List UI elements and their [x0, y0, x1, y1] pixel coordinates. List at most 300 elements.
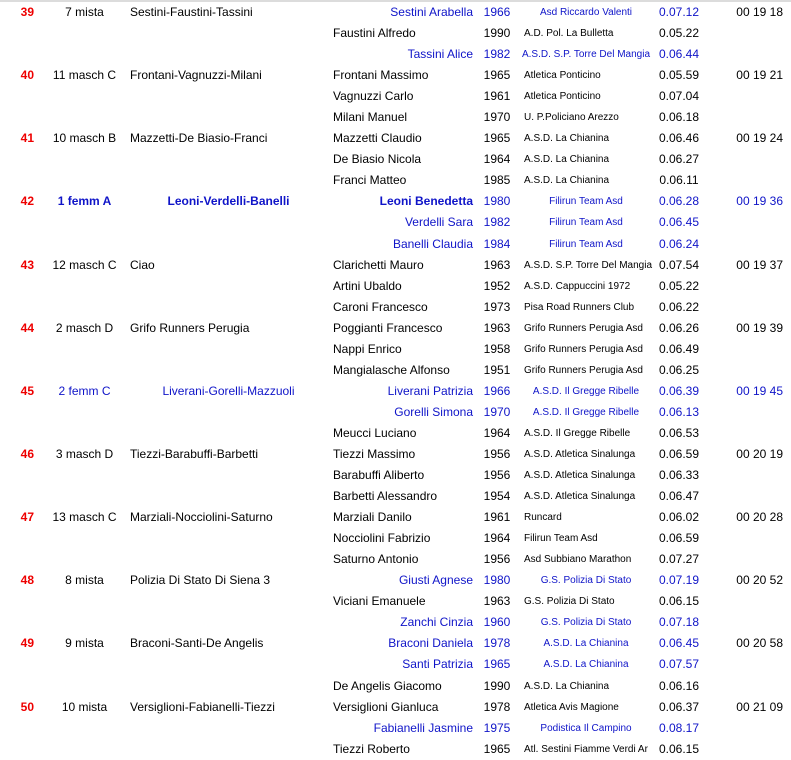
total-time-cell: 00 19 24: [736, 131, 783, 146]
runner-name-cell: Artini Ubaldo: [333, 278, 402, 293]
team-name-cell: [127, 423, 330, 444]
category-cell: 12 masch C: [52, 257, 117, 272]
club-cell: Filirun Team Asd: [549, 217, 623, 229]
total-time-cell: 00 20 58: [736, 636, 783, 651]
runner-name-cell: Nocciolini Fabrizio: [333, 531, 431, 546]
runner-name-cell: Clarichetti Mauro: [333, 257, 424, 272]
category-cell: [42, 423, 127, 444]
runner-row: [0, 212, 791, 233]
birth-year-cell: 1970: [483, 110, 511, 125]
total-time-cell: 00 19 37: [736, 257, 783, 272]
birth-year-cell: 1978: [483, 699, 511, 714]
birth-year-cell: 1982: [483, 215, 511, 230]
birth-year-cell: 1965: [483, 657, 511, 672]
team-name-cell: [127, 234, 330, 255]
runner-name-cell: Zanchi Cinzia: [400, 615, 473, 630]
rank-cell: 50: [20, 699, 34, 714]
runner-name-cell: Sestini Arabella: [390, 5, 473, 19]
club-cell: A.S.D. La Chianina: [524, 133, 610, 145]
total-time-cell: [703, 149, 791, 170]
leg-time-cell: 0.07.27: [658, 552, 700, 567]
runner-row: [0, 402, 791, 423]
total-time-cell: 00 20 28: [736, 510, 783, 525]
category-cell: [42, 486, 127, 507]
club-cell: Grifo Runners Perugia Asd: [524, 343, 643, 355]
club-cell: A.S.D. Atletica Sinalunga: [524, 491, 636, 503]
category-cell: [42, 528, 127, 549]
total-time-cell: [703, 718, 791, 739]
club-cell: Podistica Il Campino: [540, 722, 632, 734]
team-name-cell: [127, 612, 330, 633]
category-cell: 2 masch D: [55, 320, 114, 335]
total-time-cell: [703, 44, 791, 65]
total-time-cell: [703, 276, 791, 297]
team-first-row: [0, 128, 791, 149]
team-first-row: [0, 191, 791, 212]
rank-cell: 45: [20, 383, 34, 398]
runner-name-cell: Mazzetti Claudio: [333, 131, 422, 146]
leg-time-cell: 0.06.37: [658, 699, 700, 714]
runner-row: [0, 170, 791, 191]
team-name-cell: [127, 149, 330, 170]
team-name-cell: [127, 86, 330, 107]
rank-cell: [0, 402, 42, 423]
total-time-cell: 00 20 52: [736, 573, 783, 588]
runner-name-cell: Milani Manuel: [333, 110, 408, 125]
category-cell: 11 masch C: [52, 68, 117, 83]
total-time-cell: 00 19 39: [736, 320, 783, 335]
team-name-cell: [127, 360, 330, 381]
total-time-cell: 00 19 36: [736, 194, 783, 209]
rank-cell: 44: [20, 320, 34, 335]
category-cell: 1 femm A: [57, 194, 112, 209]
runner-name-cell: Faustini Alfredo: [333, 26, 416, 41]
team-name-cell: [127, 276, 330, 297]
club-cell: U. P.Policiano Arezzo: [524, 112, 619, 124]
team-first-row: [0, 697, 791, 718]
leg-time-cell: 0.06.28: [658, 194, 700, 209]
birth-year-cell: 1973: [483, 299, 511, 314]
rank-cell: [0, 339, 42, 360]
team-name-cell: Mazzetti-De Biasio-Franci: [130, 131, 268, 146]
runner-name-cell: Franci Matteo: [333, 173, 407, 188]
category-cell: [42, 739, 127, 760]
birth-year-cell: 1980: [483, 573, 511, 588]
birth-year-cell: 1990: [483, 26, 511, 41]
runner-row: [0, 465, 791, 486]
birth-year-cell: 1964: [483, 425, 511, 440]
leg-time-cell: 0.06.02: [658, 510, 700, 525]
team-first-row: [0, 255, 791, 276]
team-name-cell: Braconi-Santi-De Angelis: [130, 636, 264, 651]
birth-year-cell: 1958: [483, 341, 511, 356]
leg-time-cell: 0.06.45: [658, 215, 700, 230]
team-first-row: [0, 1, 791, 23]
total-time-cell: [703, 654, 791, 675]
leg-time-cell: 0.06.33: [658, 468, 700, 483]
runner-row: [0, 591, 791, 612]
leg-time-cell: 0.06.22: [658, 299, 700, 314]
team-first-row: [0, 381, 791, 402]
birth-year-cell: 1966: [483, 383, 511, 398]
leg-time-cell: 0.06.44: [658, 47, 700, 62]
total-time-cell: 00 19 21: [736, 68, 783, 83]
total-time-cell: 00 21 09: [736, 699, 783, 714]
runner-name-cell: Giusti Agnese: [398, 573, 473, 588]
category-cell: [42, 360, 127, 381]
birth-year-cell: 1965: [483, 131, 511, 146]
rank-cell: 41: [20, 131, 34, 146]
category-cell: [42, 676, 127, 697]
team-name-cell: [127, 528, 330, 549]
team-name-cell: [127, 739, 330, 760]
birth-year-cell: 1985: [483, 173, 511, 188]
results-table-body: [0, 1, 791, 760]
rank-cell: [0, 591, 42, 612]
leg-time-cell: 0.06.59: [658, 446, 700, 461]
rank-cell: 42: [20, 194, 34, 209]
rank-cell: 39: [20, 5, 34, 19]
category-cell: [42, 402, 127, 423]
club-cell: Grifo Runners Perugia Asd: [524, 322, 643, 334]
category-cell: [42, 23, 127, 44]
runner-name-cell: Saturno Antonio: [333, 552, 419, 567]
runner-name-cell: De Angelis Giacomo: [333, 678, 442, 693]
runner-row: [0, 23, 791, 44]
rank-cell: [0, 654, 42, 675]
club-cell: G.S. Polizia Di Stato: [524, 596, 615, 608]
leg-time-cell: 0.06.24: [658, 236, 700, 251]
club-cell: A.S.D. Cappuccini 1972: [524, 280, 631, 292]
rank-cell: [0, 360, 42, 381]
birth-year-cell: 1982: [483, 47, 511, 62]
category-cell: [42, 339, 127, 360]
team-first-row: [0, 507, 791, 528]
runner-row: [0, 528, 791, 549]
runner-name-cell: Marziali Danilo: [333, 510, 412, 525]
team-name-cell: [127, 718, 330, 739]
runner-name-cell: Santi Patrizia: [402, 657, 473, 672]
team-name-cell: [127, 465, 330, 486]
team-first-row: [0, 570, 791, 591]
rank-cell: 40: [20, 68, 34, 83]
runner-name-cell: Braconi Daniela: [388, 636, 473, 651]
total-time-cell: [703, 86, 791, 107]
birth-year-cell: 1954: [483, 489, 511, 504]
leg-time-cell: 0.06.11: [659, 173, 699, 188]
runner-name-cell: Gorelli Simona: [394, 404, 473, 419]
total-time-cell: [703, 423, 791, 444]
team-name-cell: [127, 23, 330, 44]
club-cell: A.D. Pol. La Bulletta: [524, 28, 614, 40]
rank-cell: [0, 676, 42, 697]
club-cell: Atletica Ponticino: [524, 70, 601, 82]
birth-year-cell: 1970: [483, 404, 511, 419]
category-cell: 13 masch C: [52, 510, 117, 525]
runner-name-cell: Meucci Luciano: [333, 425, 417, 440]
rank-cell: [0, 23, 42, 44]
rank-cell: [0, 212, 42, 233]
runner-name-cell: Banelli Claudia: [392, 236, 473, 251]
club-cell: A.S.D. Il Gregge Ribelle: [532, 385, 640, 397]
team-name-cell: Grifo Runners Perugia: [130, 320, 250, 335]
club-cell: Filirun Team Asd: [549, 196, 623, 208]
rank-cell: [0, 86, 42, 107]
club-cell: Atl. Sestini Fiamme Verdi Ar: [524, 743, 648, 755]
leg-time-cell: 0.06.15: [658, 741, 700, 756]
runner-name-cell: Versiglioni Gianluca: [333, 699, 439, 714]
team-name-cell: [127, 212, 330, 233]
birth-year-cell: 1966: [483, 5, 511, 19]
team-first-row: [0, 633, 791, 654]
total-time-cell: [703, 549, 791, 570]
leg-time-cell: 0.05.22: [658, 26, 700, 41]
team-name-cell: [127, 170, 330, 191]
rank-cell: [0, 423, 42, 444]
birth-year-cell: 1965: [483, 68, 511, 83]
club-cell: Grifo Runners Perugia Asd: [524, 364, 643, 376]
category-cell: 8 mista: [65, 573, 104, 588]
runner-name-cell: Tiezzi Massimo: [333, 446, 416, 461]
club-cell: Pisa Road Runners Club: [524, 301, 635, 313]
birth-year-cell: 1963: [483, 320, 511, 335]
leg-time-cell: 0.06.18: [658, 110, 700, 125]
leg-time-cell: 0.06.46: [658, 131, 700, 146]
birth-year-cell: 1961: [483, 89, 511, 104]
birth-year-cell: 1963: [483, 594, 511, 609]
leg-time-cell: 0.07.19: [658, 573, 700, 588]
team-name-cell: [127, 549, 330, 570]
category-cell: [42, 612, 127, 633]
rank-cell: [0, 107, 42, 128]
birth-year-cell: 1956: [483, 552, 511, 567]
category-cell: 9 mista: [65, 636, 104, 651]
total-time-cell: [703, 676, 791, 697]
total-time-cell: [703, 297, 791, 318]
total-time-cell: [703, 107, 791, 128]
team-name-cell: Liverani-Gorelli-Mazzuoli: [162, 383, 295, 398]
category-cell: [42, 297, 127, 318]
birth-year-cell: 1965: [483, 741, 511, 756]
leg-time-cell: 0.06.47: [658, 489, 700, 504]
team-first-row: [0, 444, 791, 465]
team-name-cell: Polizia Di Stato Di Siena 3: [130, 573, 271, 588]
club-cell: Asd Subbiano Marathon: [524, 554, 632, 566]
rank-cell: [0, 486, 42, 507]
team-name-cell: [127, 676, 330, 697]
team-name-cell: Sestini-Faustini-Tassini: [130, 5, 253, 19]
runner-name-cell: Barbetti Alessandro: [333, 489, 438, 504]
rank-cell: [0, 465, 42, 486]
leg-time-cell: 0.06.53: [658, 425, 700, 440]
runner-name-cell: Barabuffi Aliberto: [333, 468, 425, 483]
leg-time-cell: 0.07.57: [658, 657, 700, 672]
club-cell: A.S.D. Il Gregge Ribelle: [532, 406, 640, 418]
leg-time-cell: 0.06.45: [658, 636, 700, 651]
runner-row: [0, 44, 791, 65]
category-cell: [42, 234, 127, 255]
rank-cell: [0, 528, 42, 549]
club-cell: Filirun Team Asd: [524, 533, 598, 545]
birth-year-cell: 1984: [483, 236, 511, 251]
leg-time-cell: 0.05.59: [658, 68, 700, 83]
total-time-cell: [703, 339, 791, 360]
leg-time-cell: 0.06.27: [658, 152, 700, 167]
runner-row: [0, 423, 791, 444]
total-time-cell: [703, 234, 791, 255]
runner-row: [0, 297, 791, 318]
club-cell: A.S.D. La Chianina: [524, 680, 610, 692]
team-name-cell: [127, 486, 330, 507]
rank-cell: [0, 44, 42, 65]
runner-name-cell: Verdelli Sara: [404, 215, 473, 230]
club-cell: Runcard: [524, 512, 562, 524]
birth-year-cell: 1964: [483, 531, 511, 546]
club-cell: A.S.D. La Chianina: [543, 638, 629, 650]
club-cell: A.S.D. La Chianina: [543, 659, 629, 671]
birth-year-cell: 1956: [483, 468, 511, 483]
category-cell: [42, 276, 127, 297]
birth-year-cell: 1980: [483, 194, 511, 209]
runner-row: [0, 612, 791, 633]
runner-name-cell: Liverani Patrizia: [387, 383, 473, 398]
runner-name-cell: Viciani Emanuele: [333, 594, 426, 609]
runner-row: [0, 149, 791, 170]
runner-row: [0, 676, 791, 697]
runner-name-cell: Nappi Enrico: [333, 341, 402, 356]
team-name-cell: Leoni-Verdelli-Banelli: [167, 194, 290, 209]
leg-time-cell: 0.06.13: [658, 404, 700, 419]
rank-cell: [0, 149, 42, 170]
rank-cell: 46: [20, 446, 34, 461]
club-cell: A.S.D. S.P. Torre Del Mangia: [524, 259, 653, 271]
total-time-cell: [703, 528, 791, 549]
runner-row: [0, 654, 791, 675]
rank-cell: [0, 718, 42, 739]
total-time-cell: [703, 612, 791, 633]
runner-name-cell: Vagnuzzi Carlo: [333, 89, 414, 104]
leg-time-cell: 0.06.25: [658, 362, 700, 377]
category-cell: 3 masch D: [55, 446, 114, 461]
team-name-cell: Frontani-Vagnuzzi-Milani: [130, 68, 262, 83]
category-cell: [42, 212, 127, 233]
category-cell: 10 mista: [61, 699, 108, 714]
birth-year-cell: 1952: [483, 278, 511, 293]
runner-row: [0, 86, 791, 107]
rank-cell: [0, 549, 42, 570]
club-cell: Atletica Avis Magione: [524, 701, 619, 713]
total-time-cell: [703, 486, 791, 507]
runner-name-cell: Tassini Alice: [407, 47, 473, 62]
runner-name-cell: Fabianelli Jasmine: [373, 720, 473, 735]
runner-name-cell: Tiezzi Roberto: [333, 741, 410, 756]
rank-cell: [0, 170, 42, 191]
runner-name-cell: De Biasio Nicola: [333, 152, 422, 167]
runner-name-cell: Poggianti Francesco: [333, 320, 443, 335]
rank-cell: 49: [20, 636, 34, 651]
team-name-cell: Ciao: [130, 257, 155, 272]
runner-row: [0, 739, 791, 760]
rank-cell: [0, 612, 42, 633]
rank-cell: 43: [20, 257, 34, 272]
leg-time-cell: 0.06.26: [658, 320, 700, 335]
team-name-cell: [127, 297, 330, 318]
team-name-cell: [127, 339, 330, 360]
team-name-cell: Marziali-Nocciolini-Saturno: [130, 510, 273, 525]
rank-cell: [0, 297, 42, 318]
total-time-cell: 00 19 45: [736, 383, 783, 398]
leg-time-cell: 0.06.49: [658, 341, 700, 356]
birth-year-cell: 1975: [483, 720, 511, 735]
leg-time-cell: 0.07.12: [658, 5, 700, 19]
birth-year-cell: 1990: [483, 678, 511, 693]
birth-year-cell: 1951: [483, 362, 511, 377]
team-name-cell: [127, 44, 330, 65]
team-name-cell: Versiglioni-Fabianelli-Tiezzi: [130, 699, 275, 714]
club-cell: Atletica Ponticino: [524, 91, 601, 103]
team-name-cell: [127, 107, 330, 128]
leg-time-cell: 0.07.18: [658, 615, 700, 630]
total-time-cell: [703, 23, 791, 44]
runner-name-cell: Mangialasche Alfonso: [333, 362, 450, 377]
club-cell: A.S.D. La Chianina: [524, 175, 610, 187]
club-cell: A.S.D. S.P. Torre Del Mangia: [521, 49, 651, 61]
leg-time-cell: 0.06.59: [658, 531, 700, 546]
leg-time-cell: 0.06.16: [658, 678, 700, 693]
club-cell: A.S.D. Atletica Sinalunga: [524, 448, 636, 460]
team-first-row: [0, 65, 791, 86]
club-cell: Filirun Team Asd: [549, 238, 623, 250]
leg-time-cell: 0.07.04: [658, 89, 700, 104]
category-cell: [42, 654, 127, 675]
leg-time-cell: 0.06.15: [658, 594, 700, 609]
category-cell: [42, 549, 127, 570]
club-cell: A.S.D. La Chianina: [524, 154, 610, 166]
category-cell: [42, 170, 127, 191]
total-time-cell: [703, 360, 791, 381]
total-time-cell: [703, 739, 791, 760]
runner-row: [0, 486, 791, 507]
rank-cell: 48: [20, 573, 34, 588]
club-cell: G.S. Polizia Di Stato: [540, 617, 632, 629]
category-cell: [42, 86, 127, 107]
total-time-cell: [703, 212, 791, 233]
runner-row: [0, 234, 791, 255]
total-time-cell: 00 19 18: [736, 5, 783, 19]
total-time-cell: 00 20 19: [736, 446, 783, 461]
team-name-cell: [127, 591, 330, 612]
total-time-cell: [703, 402, 791, 423]
runner-name-cell: Caroni Francesco: [333, 299, 428, 314]
club-cell: G.S. Polizia Di Stato: [540, 575, 632, 587]
rank-cell: [0, 739, 42, 760]
runner-row: [0, 718, 791, 739]
total-time-cell: [703, 465, 791, 486]
runner-row: [0, 549, 791, 570]
team-first-row: [0, 318, 791, 339]
runner-row: [0, 360, 791, 381]
leg-time-cell: 0.05.22: [658, 278, 700, 293]
rank-cell: [0, 276, 42, 297]
leg-time-cell: 0.07.54: [658, 257, 700, 272]
birth-year-cell: 1960: [483, 615, 511, 630]
club-cell: A.S.D. Il Gregge Ribelle: [524, 427, 631, 439]
birth-year-cell: 1956: [483, 446, 511, 461]
rank-cell: 47: [20, 510, 34, 525]
leg-time-cell: 0.08.17: [658, 720, 700, 735]
team-name-cell: Tiezzi-Barabuffi-Barbetti: [130, 446, 259, 461]
birth-year-cell: 1964: [483, 152, 511, 167]
